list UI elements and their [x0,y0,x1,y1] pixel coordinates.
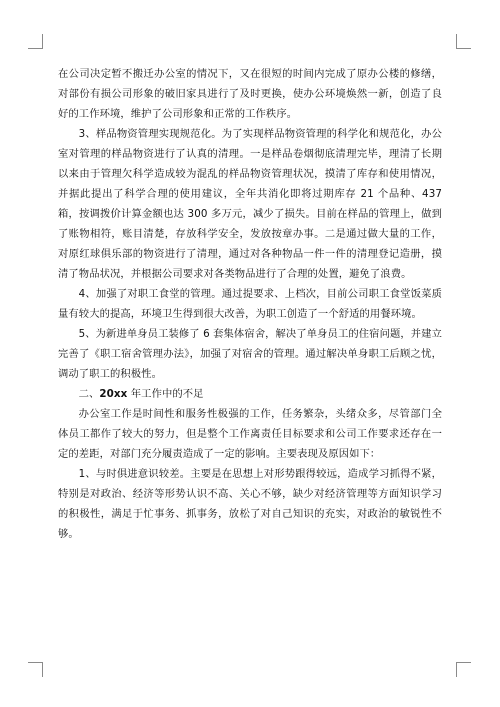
paragraph-sample-materials: 3、样品物资管理实现规范化。为了实现样品物资管理的科学化和规范化，办公室对管理的样品物资进行了认真的清理。一是样品卷烟彻底清理完毕，理清了长期以来由于管理欠科学造成较为混乱的样品物资管理状况，摸清了库存和使用情况，并据此提出了科学合理的使用建议，全年共消化即将过期库存 21 个品种、437 箱，按调拨价计算金额也达 300 多万元，减少了损失。目前在样品的管理上，做到了账物相符，账目清楚，存放科学安全，发放按章办事。二是通过做大量的工作，对原红球俱乐部的物资进行了清理，通过对各种物品一件一件的清理登记造册，摸清了物品状况，并根据公司要求对各类物品进行了合理的处置，避免了浪费。 [58,128,442,280]
crop-mark-bottom-left [28,662,43,677]
crop-mark-top-left [28,34,43,49]
heading-suffix: 年工作中的不足 [127,388,204,400]
crop-mark-top-right [456,34,471,49]
paragraph-continuation: 在公司决定暂不搬迁办公室的情况下，又在很短的时间内完成了原办公楼的修缮，对部份有损公司形象的破旧家具进行了及时更换，使办公环境焕然一新，创造了良好的工作环境，维护了公司形象和正常的工作秩序。 [58,68,442,120]
paragraph-dormitory: 5、为新进单身员工装修了 6 套集体宿舍，解决了单身员工的住宿问题，并建立完善了《职工宿舍管理办法》，加强了对宿舍的管理。通过解决单身职工后顾之忧，调动了职工的积极性。 [58,328,442,380]
heading-year: 20xx [99,388,128,400]
paragraph-office-work: 办公室工作是时间性和服务性极强的工作，任务繁杂，头绪众多，尽管部门全体员工都作了较大的努力，但是整个工作离责任目标要求和公司工作要求还存在一定的差距，对部门充分履责造成了一定的影响。主要表现及原因如下： [58,408,442,460]
heading-prefix: 二、 [78,388,100,400]
paragraph-canteen: 4、加强了对职工食堂的管理。通过提要求、上档次，目前公司职工食堂饭菜质量有较大的提高，环境卫生得到很大改善，为职工创造了一个舒适的用餐环境。 [58,288,442,320]
paragraph-awareness: 1、与时俱进意识较差。主要是在思想上对形势跟得较远，造成学习抓得不紧，特别是对政治、经济等形势认识不高、关心不够，缺少对经济管理等方面知识学习的积极性，满足于忙事务、抓事务，放松了对自己知识的充实，对政治的敏锐性不够。 [58,468,442,540]
crop-mark-bottom-right [456,662,471,677]
document-body [58,64,442,544]
section-heading [58,384,442,404]
